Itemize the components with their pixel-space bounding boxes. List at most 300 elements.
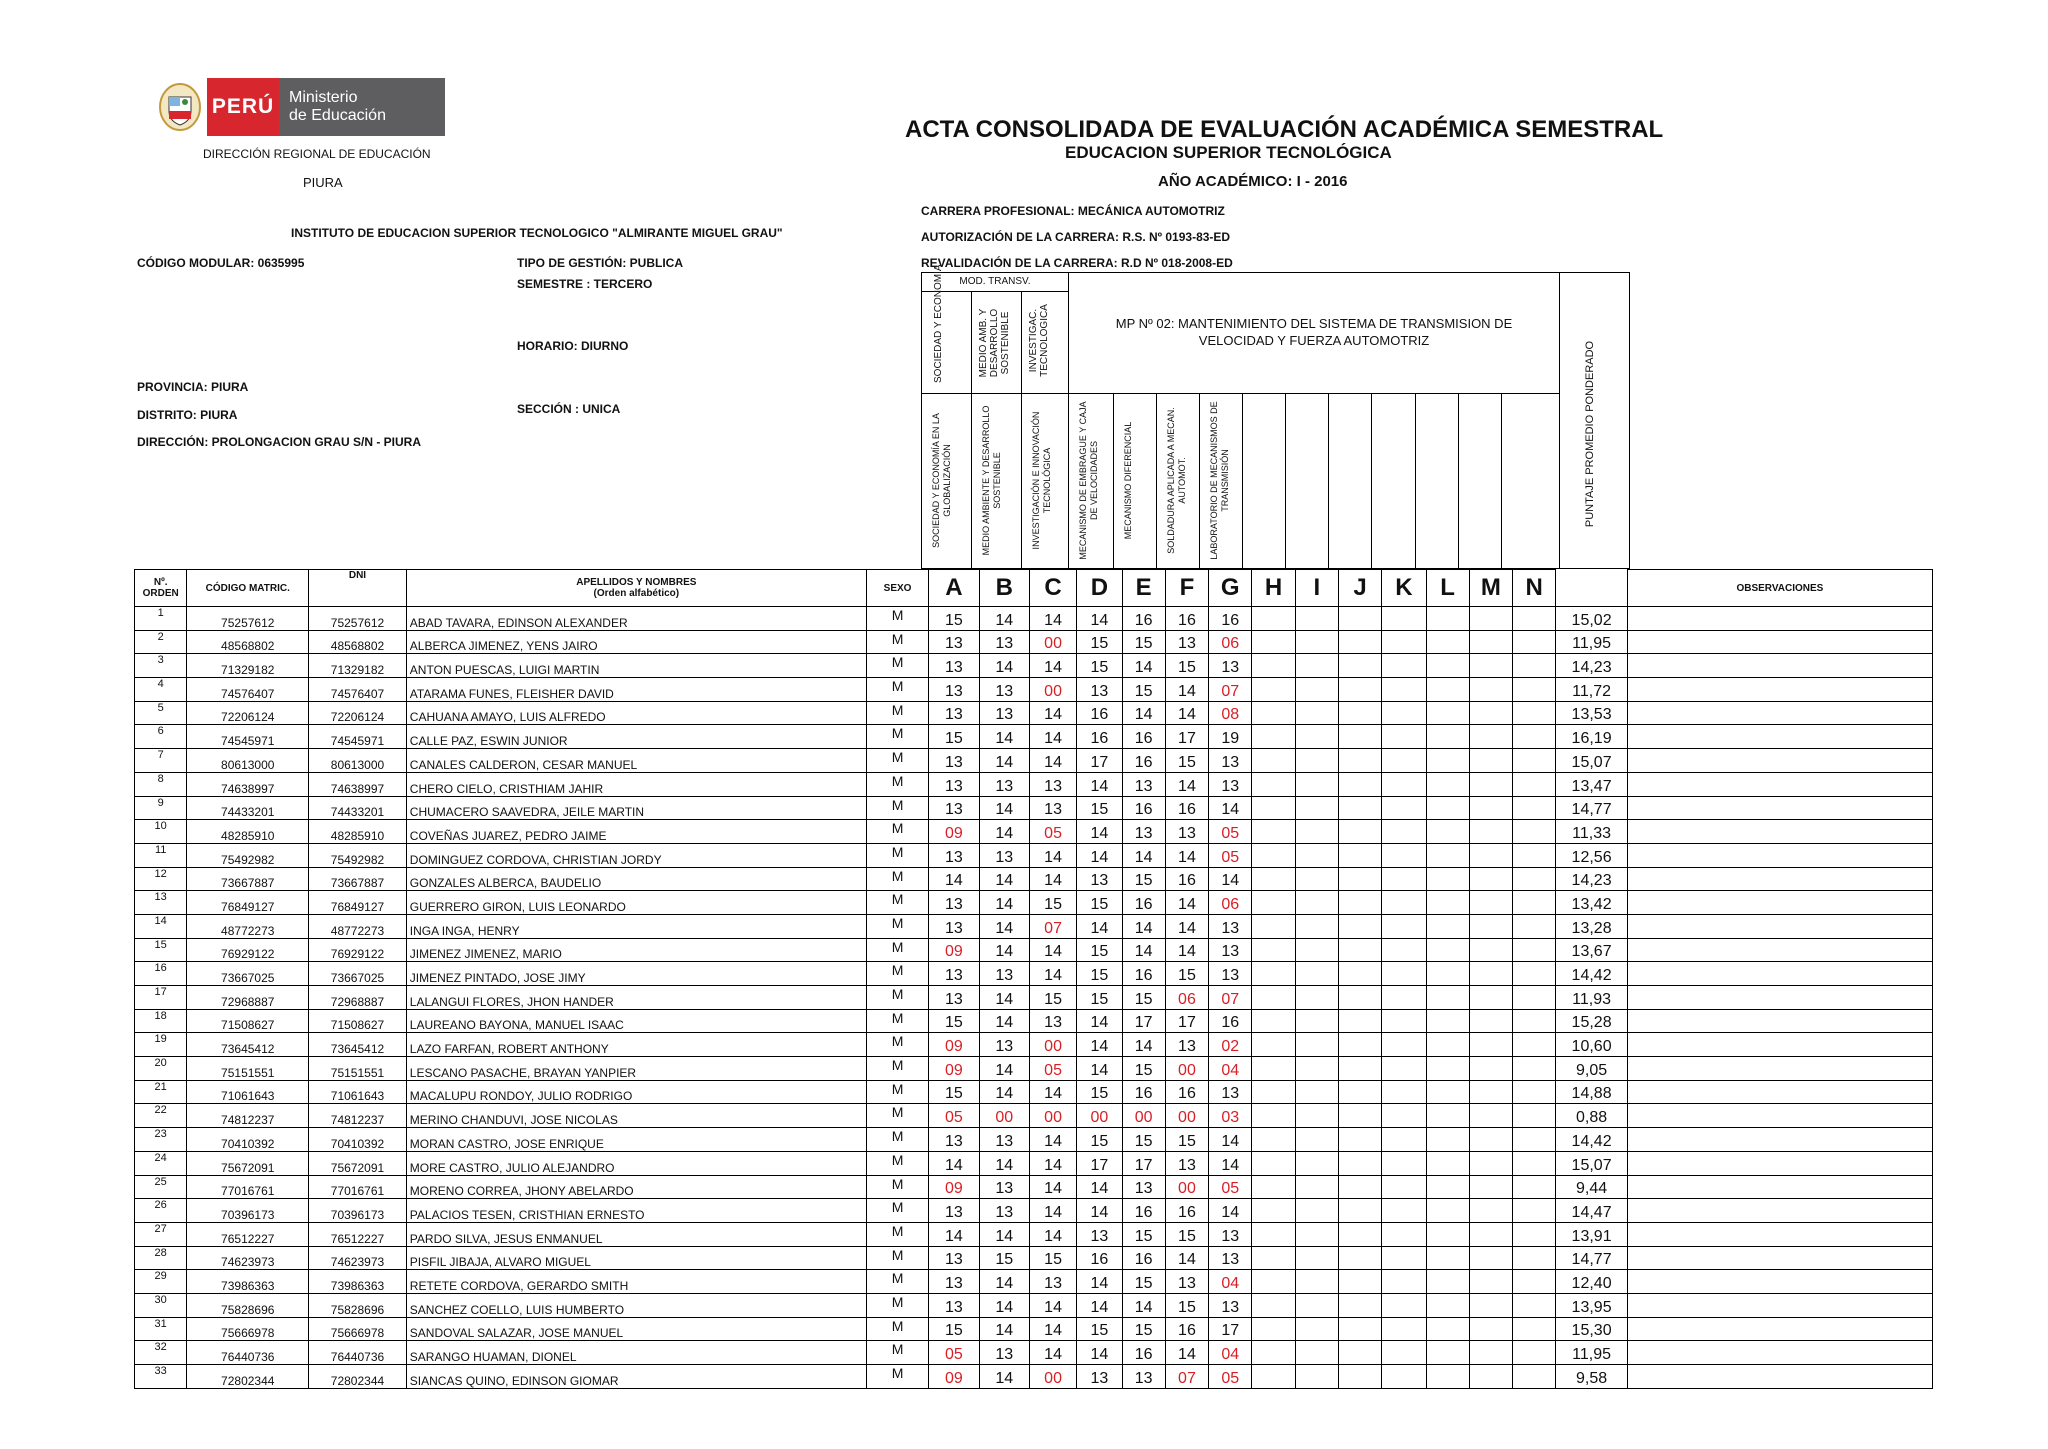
row-grade-empty [1295, 1128, 1338, 1152]
table-row [135, 1365, 1933, 1389]
row-grade: 00 [1165, 1057, 1208, 1081]
row-dni: 76929122 [309, 938, 407, 962]
row-grade-empty [1469, 725, 1512, 749]
col-dni: DNI [309, 570, 407, 607]
row-grade: 00 [1122, 1104, 1165, 1128]
carrera-label: CARRERA PROFESIONAL: MECÁNICA AUTOMOTRIZ [921, 204, 1225, 218]
row-grade-empty [1252, 1293, 1295, 1317]
row-dni: 76512227 [309, 1222, 407, 1246]
row-orden: 23 [135, 1128, 187, 1152]
row-grade-empty [1338, 1175, 1381, 1199]
row-nombre: SANCHEZ COELLO, LUIS HUMBERTO [406, 1293, 866, 1317]
row-grade-empty [1338, 962, 1381, 986]
row-grade-empty [1426, 843, 1469, 867]
table-row [135, 1128, 1933, 1152]
row-grade: 16 [1077, 701, 1122, 725]
row-grade-empty [1252, 1199, 1295, 1223]
row-grade: 13 [929, 986, 979, 1010]
row-grade-empty [1382, 1317, 1426, 1341]
row-grade-empty [1469, 1365, 1512, 1389]
row-grade-empty [1295, 1080, 1338, 1104]
table-row [135, 1175, 1933, 1199]
row-dni: 48568802 [309, 630, 407, 654]
row-sexo: M [866, 1033, 928, 1057]
unit-header: MEDIO AMBIENTE Y DESARROLLO SOSTENIBLE [981, 405, 1002, 556]
row-grade: 05 [929, 1341, 979, 1365]
row-grade-empty [1469, 1128, 1512, 1152]
row-grade: 13 [979, 962, 1029, 986]
row-grade-empty [1513, 678, 1556, 702]
row-grade-empty [1426, 1341, 1469, 1365]
row-grade-empty [1382, 725, 1426, 749]
row-grade: 13 [1209, 654, 1252, 678]
row-grade: 16 [1122, 1246, 1165, 1270]
row-grade: 13 [979, 1341, 1029, 1365]
row-grade-empty [1295, 986, 1338, 1010]
unit-divider [1371, 393, 1372, 569]
row-grade: 15 [1122, 986, 1165, 1010]
unit-header: LABORATORIO DE MECANISMOS DE TRANSMISIÓN [1209, 401, 1230, 560]
row-grade: 14 [929, 1151, 979, 1175]
row-dni: 71508627 [309, 1009, 407, 1033]
row-grade: 13 [979, 1175, 1029, 1199]
row-grade: 14 [979, 986, 1029, 1010]
unit-header: SOCIEDAD Y ECONOMÍA EN LA GLOBALIZACIÓN [931, 413, 952, 548]
row-observacion [1627, 1317, 1932, 1341]
row-grade: 00 [1165, 1104, 1208, 1128]
row-grade: 05 [1209, 1365, 1252, 1389]
row-grade: 14 [1029, 1128, 1076, 1152]
row-codigo: 73645412 [187, 1033, 309, 1057]
row-sexo: M [866, 1246, 928, 1270]
row-dni: 75828696 [309, 1293, 407, 1317]
row-grade-empty [1469, 607, 1512, 631]
row-grade: 17 [1077, 1151, 1122, 1175]
row-observacion [1627, 1199, 1932, 1223]
unit-header: SOLDADURA APLICADA A MECAN. AUTOMOT. [1166, 407, 1187, 554]
row-grade: 14 [979, 607, 1029, 631]
unit-divider [971, 393, 972, 569]
row-dni: 71329182 [309, 654, 407, 678]
row-orden: 18 [135, 1009, 187, 1033]
row-grade-empty [1426, 1199, 1469, 1223]
row-grade: 14 [1122, 1033, 1165, 1057]
row-grade: 13 [929, 772, 979, 796]
row-grade: 13 [1122, 820, 1165, 844]
row-grade: 15 [1077, 986, 1122, 1010]
row-grade-empty [1338, 749, 1381, 773]
row-grade-empty [1295, 938, 1338, 962]
row-orden: 30 [135, 1293, 187, 1317]
unit-header: MECANISMO DIFERENCIAL [1123, 421, 1133, 540]
row-dni: 80613000 [309, 749, 407, 773]
row-grade: 13 [979, 701, 1029, 725]
row-nombre: SARANGO HUAMAN, DIONEL [406, 1341, 866, 1365]
row-grade: 16 [1122, 891, 1165, 915]
row-grade: 15 [1029, 1246, 1076, 1270]
row-grade-empty [1513, 725, 1556, 749]
table-row [135, 1080, 1933, 1104]
row-grade: 15 [1122, 1128, 1165, 1152]
row-grade: 17 [1209, 1317, 1252, 1341]
row-codigo: 75672091 [187, 1151, 309, 1175]
row-orden: 8 [135, 772, 187, 796]
row-grade-empty [1382, 678, 1426, 702]
row-grade-empty [1513, 772, 1556, 796]
row-ppp: 12,56 [1556, 843, 1627, 867]
row-grade-empty [1338, 1199, 1381, 1223]
row-orden: 31 [135, 1317, 187, 1341]
unit-divider [1328, 393, 1329, 569]
row-ppp: 11,72 [1556, 678, 1627, 702]
row-grade-empty [1513, 701, 1556, 725]
row-codigo: 48772273 [187, 914, 309, 938]
row-grade-empty [1252, 749, 1295, 773]
row-grade: 16 [1122, 1080, 1165, 1104]
row-grade: 14 [929, 1222, 979, 1246]
row-nombre: ATARAMA FUNES, FLEISHER DAVID [406, 678, 866, 702]
row-orden: 29 [135, 1270, 187, 1294]
unit-divider [1068, 393, 1069, 569]
row-grade: 14 [1077, 1009, 1122, 1033]
row-grade-empty [1513, 1222, 1556, 1246]
row-dni: 48285910 [309, 820, 407, 844]
row-grade: 13 [929, 654, 979, 678]
row-grade: 14 [1122, 938, 1165, 962]
row-orden: 27 [135, 1222, 187, 1246]
row-grade-empty [1513, 1009, 1556, 1033]
col-nombres-title: APELLIDOS Y NOMBRES [576, 577, 697, 588]
row-ppp: 14,88 [1556, 1080, 1627, 1104]
row-nombre: INGA INGA, HENRY [406, 914, 866, 938]
row-observacion [1627, 1009, 1932, 1033]
table-row [135, 1293, 1933, 1317]
row-grade-empty [1295, 1293, 1338, 1317]
row-grade-empty [1382, 1009, 1426, 1033]
row-grade: 16 [1122, 1199, 1165, 1223]
row-grade-empty [1338, 725, 1381, 749]
transv-item-3: INVESTIGAC. TECNOLOGICA [1028, 304, 1050, 377]
row-sexo: M [866, 1057, 928, 1081]
row-ppp: 15,28 [1556, 1009, 1627, 1033]
table-row [135, 962, 1933, 986]
row-grade-empty [1469, 938, 1512, 962]
row-grade-empty [1513, 1151, 1556, 1175]
table-header-row [135, 570, 1933, 607]
table-row [135, 1270, 1933, 1294]
row-grade-empty [1295, 1341, 1338, 1365]
row-grade: 13 [1165, 1151, 1208, 1175]
row-grade-empty [1513, 962, 1556, 986]
table-row [135, 938, 1933, 962]
table-row [135, 891, 1933, 915]
row-observacion [1627, 1128, 1932, 1152]
table-row [135, 820, 1933, 844]
row-observacion [1627, 938, 1932, 962]
row-orden: 9 [135, 796, 187, 820]
distrito: DISTRITO: PIURA [137, 408, 238, 422]
row-grade: 15 [929, 1317, 979, 1341]
row-orden: 28 [135, 1246, 187, 1270]
row-grade: 14 [1029, 1199, 1076, 1223]
row-grade: 15 [1077, 654, 1122, 678]
row-orden: 16 [135, 962, 187, 986]
row-grade-empty [1469, 654, 1512, 678]
row-orden: 25 [135, 1175, 187, 1199]
row-grade: 14 [1077, 820, 1122, 844]
row-grade-empty [1469, 796, 1512, 820]
row-grade: 15 [1077, 1128, 1122, 1152]
row-nombre: MERINO CHANDUVI, JOSE NICOLAS [406, 1104, 866, 1128]
row-grade: 15 [1077, 938, 1122, 962]
table-row [135, 1057, 1933, 1081]
row-grade-empty [1295, 725, 1338, 749]
row-ppp: 14,77 [1556, 796, 1627, 820]
row-grade-empty [1382, 962, 1426, 986]
row-grade-empty [1252, 1175, 1295, 1199]
row-grade: 13 [1077, 1222, 1122, 1246]
row-observacion [1627, 701, 1932, 725]
row-ppp: 15,02 [1556, 607, 1627, 631]
row-grade-empty [1469, 914, 1512, 938]
row-orden: 11 [135, 843, 187, 867]
row-grade-empty [1382, 867, 1426, 891]
row-grade-empty [1513, 891, 1556, 915]
row-codigo: 75492982 [187, 843, 309, 867]
row-codigo: 77016761 [187, 1175, 309, 1199]
row-grade-empty [1295, 796, 1338, 820]
row-grade: 14 [1122, 914, 1165, 938]
row-nombre: RETETE CORDOVA, GERARDO SMITH [406, 1270, 866, 1294]
row-grade-empty [1295, 867, 1338, 891]
row-grade: 16 [1165, 1199, 1208, 1223]
mod-transv-header: MOD. TRANSV. [921, 272, 1069, 292]
row-grade: 14 [1077, 772, 1122, 796]
row-grade: 00 [979, 1104, 1029, 1128]
unit-divider [1021, 393, 1022, 569]
row-grade-empty [1382, 1270, 1426, 1294]
row-codigo: 72802344 [187, 1365, 309, 1389]
row-grade: 16 [1165, 607, 1208, 631]
row-grade: 14 [979, 891, 1029, 915]
row-sexo: M [866, 1128, 928, 1152]
row-orden: 4 [135, 678, 187, 702]
row-ppp: 13,53 [1556, 701, 1627, 725]
row-orden: 32 [135, 1341, 187, 1365]
row-nombre: ANTON PUESCAS, LUIGI MARTIN [406, 654, 866, 678]
mp-box [1068, 272, 1560, 394]
row-sexo: M [866, 891, 928, 915]
row-sexo: M [866, 938, 928, 962]
row-grade: 09 [929, 820, 979, 844]
row-grade-empty [1469, 1104, 1512, 1128]
row-grade: 13 [1029, 772, 1076, 796]
table-row [135, 701, 1933, 725]
row-grade: 14 [979, 654, 1029, 678]
row-sexo: M [866, 1080, 928, 1104]
row-ppp: 14,47 [1556, 1199, 1627, 1223]
row-grade-empty [1252, 1033, 1295, 1057]
row-codigo: 48568802 [187, 630, 309, 654]
row-grade: 06 [1209, 891, 1252, 915]
row-grade: 14 [1165, 1246, 1208, 1270]
row-grade-empty [1295, 914, 1338, 938]
row-observacion [1627, 607, 1932, 631]
row-grade: 15 [1165, 1222, 1208, 1246]
row-grade-empty [1338, 678, 1381, 702]
row-grade: 13 [1077, 678, 1122, 702]
row-grade: 13 [1209, 962, 1252, 986]
row-grade-empty [1252, 891, 1295, 915]
row-grade: 14 [979, 796, 1029, 820]
row-grade-empty [1426, 1270, 1469, 1294]
row-grade: 14 [1029, 1151, 1076, 1175]
row-grade-empty [1426, 654, 1469, 678]
row-grade: 14 [1029, 725, 1076, 749]
row-grade: 13 [1165, 1033, 1208, 1057]
row-orden: 33 [135, 1365, 187, 1389]
row-grade-empty [1426, 725, 1469, 749]
row-grade-empty [1469, 962, 1512, 986]
row-sexo: M [866, 1175, 928, 1199]
row-grade-empty [1252, 607, 1295, 631]
provincia: PROVINCIA: PIURA [137, 380, 249, 394]
row-orden: 7 [135, 749, 187, 773]
ministry-name-line2: de Educación [289, 107, 386, 124]
row-grade: 17 [1122, 1009, 1165, 1033]
row-grade-empty [1426, 1222, 1469, 1246]
row-grade-empty [1513, 1341, 1556, 1365]
row-codigo: 74638997 [187, 772, 309, 796]
row-dni: 76440736 [309, 1341, 407, 1365]
row-grade: 14 [1029, 1175, 1076, 1199]
row-grade: 14 [979, 1293, 1029, 1317]
row-sexo: M [866, 962, 928, 986]
col-observaciones: OBSERVACIONES [1627, 570, 1932, 607]
row-grade: 14 [979, 1365, 1029, 1389]
row-grade: 13 [1029, 1270, 1076, 1294]
row-grade: 09 [929, 1365, 979, 1389]
row-dni: 74623973 [309, 1246, 407, 1270]
table-row [135, 1317, 1933, 1341]
row-grade: 09 [929, 1033, 979, 1057]
row-grade: 14 [979, 820, 1029, 844]
row-grade-empty [1338, 938, 1381, 962]
row-grade: 14 [929, 867, 979, 891]
row-nombre: JIMENEZ PINTADO, JOSE JIMY [406, 962, 866, 986]
academic-year: AÑO ACADÉMICO: I - 2016 [1158, 173, 1348, 190]
row-orden: 6 [135, 725, 187, 749]
row-grade-empty [1382, 1365, 1426, 1389]
row-grade-empty [1252, 1080, 1295, 1104]
ministry-logo [153, 78, 445, 136]
row-dni: 73645412 [309, 1033, 407, 1057]
row-grade: 14 [1077, 1293, 1122, 1317]
row-grade-empty [1513, 1175, 1556, 1199]
row-grade-empty [1513, 607, 1556, 631]
row-grade: 14 [979, 1222, 1029, 1246]
row-grade: 14 [1029, 654, 1076, 678]
row-grade-empty [1252, 678, 1295, 702]
row-codigo: 75666978 [187, 1317, 309, 1341]
row-grade-empty [1338, 1293, 1381, 1317]
row-grade-empty [1252, 938, 1295, 962]
col-ppp [1556, 570, 1627, 607]
row-grade-empty [1295, 630, 1338, 654]
row-grade-empty [1382, 820, 1426, 844]
row-grade-empty [1252, 867, 1295, 891]
row-grade: 13 [929, 891, 979, 915]
row-grade-empty [1382, 1222, 1426, 1246]
unit-divider [1113, 393, 1114, 569]
row-observacion [1627, 1151, 1932, 1175]
row-grade: 07 [1209, 678, 1252, 702]
row-grade-empty [1426, 630, 1469, 654]
row-grade: 15 [1122, 678, 1165, 702]
row-grade: 15 [1077, 1080, 1122, 1104]
row-grade: 00 [1029, 1033, 1076, 1057]
row-grade: 13 [1209, 914, 1252, 938]
row-nombre: CHUMACERO SAAVEDRA, JEILE MARTIN [406, 796, 866, 820]
row-grade: 15 [929, 1080, 979, 1104]
row-grade: 14 [1029, 1080, 1076, 1104]
row-grade: 02 [1209, 1033, 1252, 1057]
row-orden: 2 [135, 630, 187, 654]
row-grade-empty [1469, 1175, 1512, 1199]
row-grade: 13 [1209, 1080, 1252, 1104]
row-grade-empty [1252, 630, 1295, 654]
row-observacion [1627, 1246, 1932, 1270]
row-grade: 14 [1029, 607, 1076, 631]
row-grade: 13 [1165, 820, 1208, 844]
row-observacion [1627, 1341, 1932, 1365]
table-row [135, 725, 1933, 749]
table-row [135, 796, 1933, 820]
row-grade: 05 [1029, 1057, 1076, 1081]
row-grade: 14 [1029, 1222, 1076, 1246]
col-letter: A [929, 570, 979, 607]
transv-item-1: SOCIEDAD Y ECONOMIA [933, 264, 944, 383]
row-sexo: M [866, 1317, 928, 1341]
row-dni: 75666978 [309, 1317, 407, 1341]
row-ppp: 9,44 [1556, 1175, 1627, 1199]
row-grade: 14 [1077, 914, 1122, 938]
row-grade-empty [1513, 986, 1556, 1010]
row-nombre: ABAD TAVARA, EDINSON ALEXANDER [406, 607, 866, 631]
row-orden: 17 [135, 986, 187, 1010]
row-grade: 16 [1122, 1341, 1165, 1365]
table-row [135, 1033, 1933, 1057]
row-orden: 20 [135, 1057, 187, 1081]
row-grade-empty [1426, 820, 1469, 844]
row-grade: 07 [1029, 914, 1076, 938]
row-grade: 13 [929, 843, 979, 867]
transv-item-2: MEDIO AMB. Y DESARROLLO SOSTENIBLE [978, 308, 1011, 378]
row-observacion [1627, 1270, 1932, 1294]
row-orden: 21 [135, 1080, 187, 1104]
table-row [135, 1151, 1933, 1175]
row-grade-empty [1295, 820, 1338, 844]
row-grade-empty [1338, 986, 1381, 1010]
col-orden: Nº. ORDEN [135, 570, 187, 607]
row-nombre: CANALES CALDERON, CESAR MANUEL [406, 749, 866, 773]
row-grade: 14 [1209, 1151, 1252, 1175]
row-orden: 10 [135, 820, 187, 844]
row-grade-empty [1382, 986, 1426, 1010]
row-grade: 14 [979, 1080, 1029, 1104]
row-grade-empty [1295, 843, 1338, 867]
ministry-name-line1: Ministerio [289, 89, 358, 106]
